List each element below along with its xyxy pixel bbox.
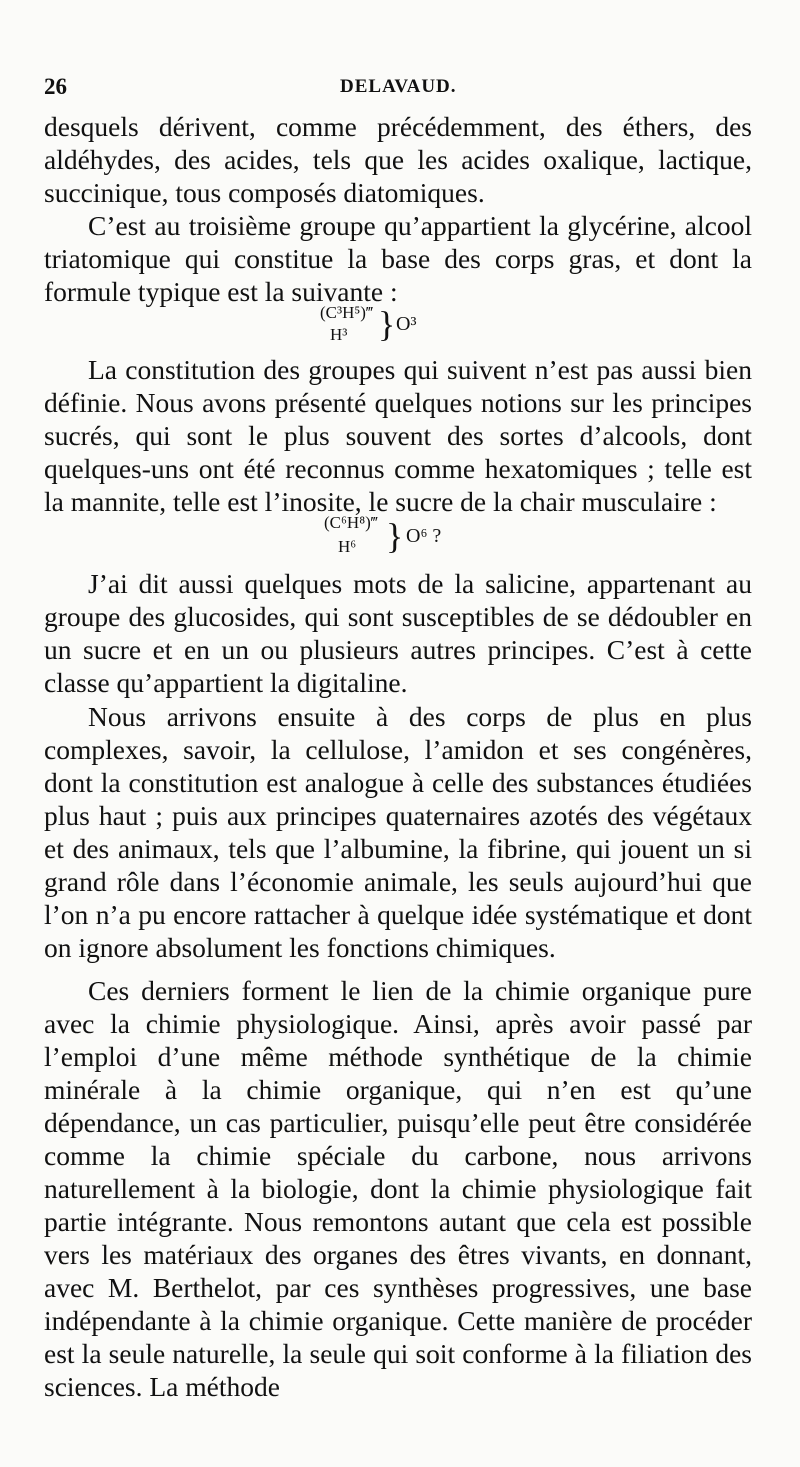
paragraph-1: desquels dérivent, comme précédemment, des éthers, des aldéhydes, des acides, tels que les acides oxalique, lactique, succinique, tous composés diatomiques.: [44, 111, 752, 208]
formula-inosite: [324, 514, 494, 562]
page-header: [44, 74, 760, 104]
formula-glycerine-oxygen: O³: [396, 313, 417, 335]
formula-inosite-brace: }: [386, 516, 404, 556]
page-number: 26: [44, 74, 67, 99]
formula-inosite-hydrogen: H⁶: [338, 537, 357, 556]
paragraph-5: Nous arrivons ensuite à des corps de plus en plus complexes, savoir, la cellulose, l’amidon et ses congénères, dont la constitution est analogue à celle des substances étudiées plus haut ; puis aux principes quaternaires azotés des végétaux et des animaux, tels que l’albumine, la fibrine, qui jouent un si grand rôle dans l’économie animale, les seuls aujourd’hui que l’on n’a pu encore rattacher à quelque idée systématique et dont on ignore absolument les fonctions chimiques.: [44, 701, 752, 963]
formula-glycerine-hydrogen: H³: [330, 325, 348, 344]
formula-glycerine-brace: }: [378, 304, 396, 344]
paragraph-2: C’est au troisième groupe qu’appartient la glycérine, alcool triatomique qui constitue la base des corps gras, et dont la formule typique est la suivante :: [44, 210, 752, 307]
formula-glycerine-radical: (C³H⁵)‴: [320, 303, 374, 322]
paragraph-3: La constitution des groupes qui suivent n’est pas aussi bien définie. Nous avons présenté quelques notions sur les principes sucrés, qui sont le plus souvent des sortes d’alcools, dont quelques-uns ont été reconnus comme hexatomiques ; telle est la mannite, telle est l’inosite, le sucre de la chair musculaire :: [44, 354, 752, 517]
paragraph-6: Ces derniers forment le lien de la chimie organique pure avec la chimie physiologique. Ainsi, après avoir passé par l’emploi d’une même méthode synthétique de la chimie minérale à la chimie organique, qui n’en est qu’une dépendance, un cas particulier, puisqu’elle peut être considérée comme la chimie spéciale du carbone, nous arrivons naturellement à la biologie, dont la chimie physiologique fait partie intégrante. Nous remontons autant que cela est possible vers les matériaux des organes des êtres vivants, en donnant, avec M. Berthelot, par ces synthèses progressives, une base indépendante à la chimie organique. Cette manière de procéder est la seule naturelle, la seule qui soit conforme à la filiation des sciences. La méthode: [44, 975, 752, 1402]
formula-inosite-radical: (C⁶H⁸)‴: [324, 513, 378, 532]
formula-inosite-oxygen: O⁶ ?: [406, 525, 442, 547]
formula-glycerine: [320, 304, 480, 348]
running-head: DELAVAUD.: [340, 76, 457, 97]
paragraph-4: J’ai dit aussi quelques mots de la salicine, appartenant au groupe des glucosides, qui sont susceptibles de se dédoubler en un sucre et en un ou plusieurs autres principes. C’est à cette classe qu’appartient la digitaline.: [44, 568, 752, 698]
